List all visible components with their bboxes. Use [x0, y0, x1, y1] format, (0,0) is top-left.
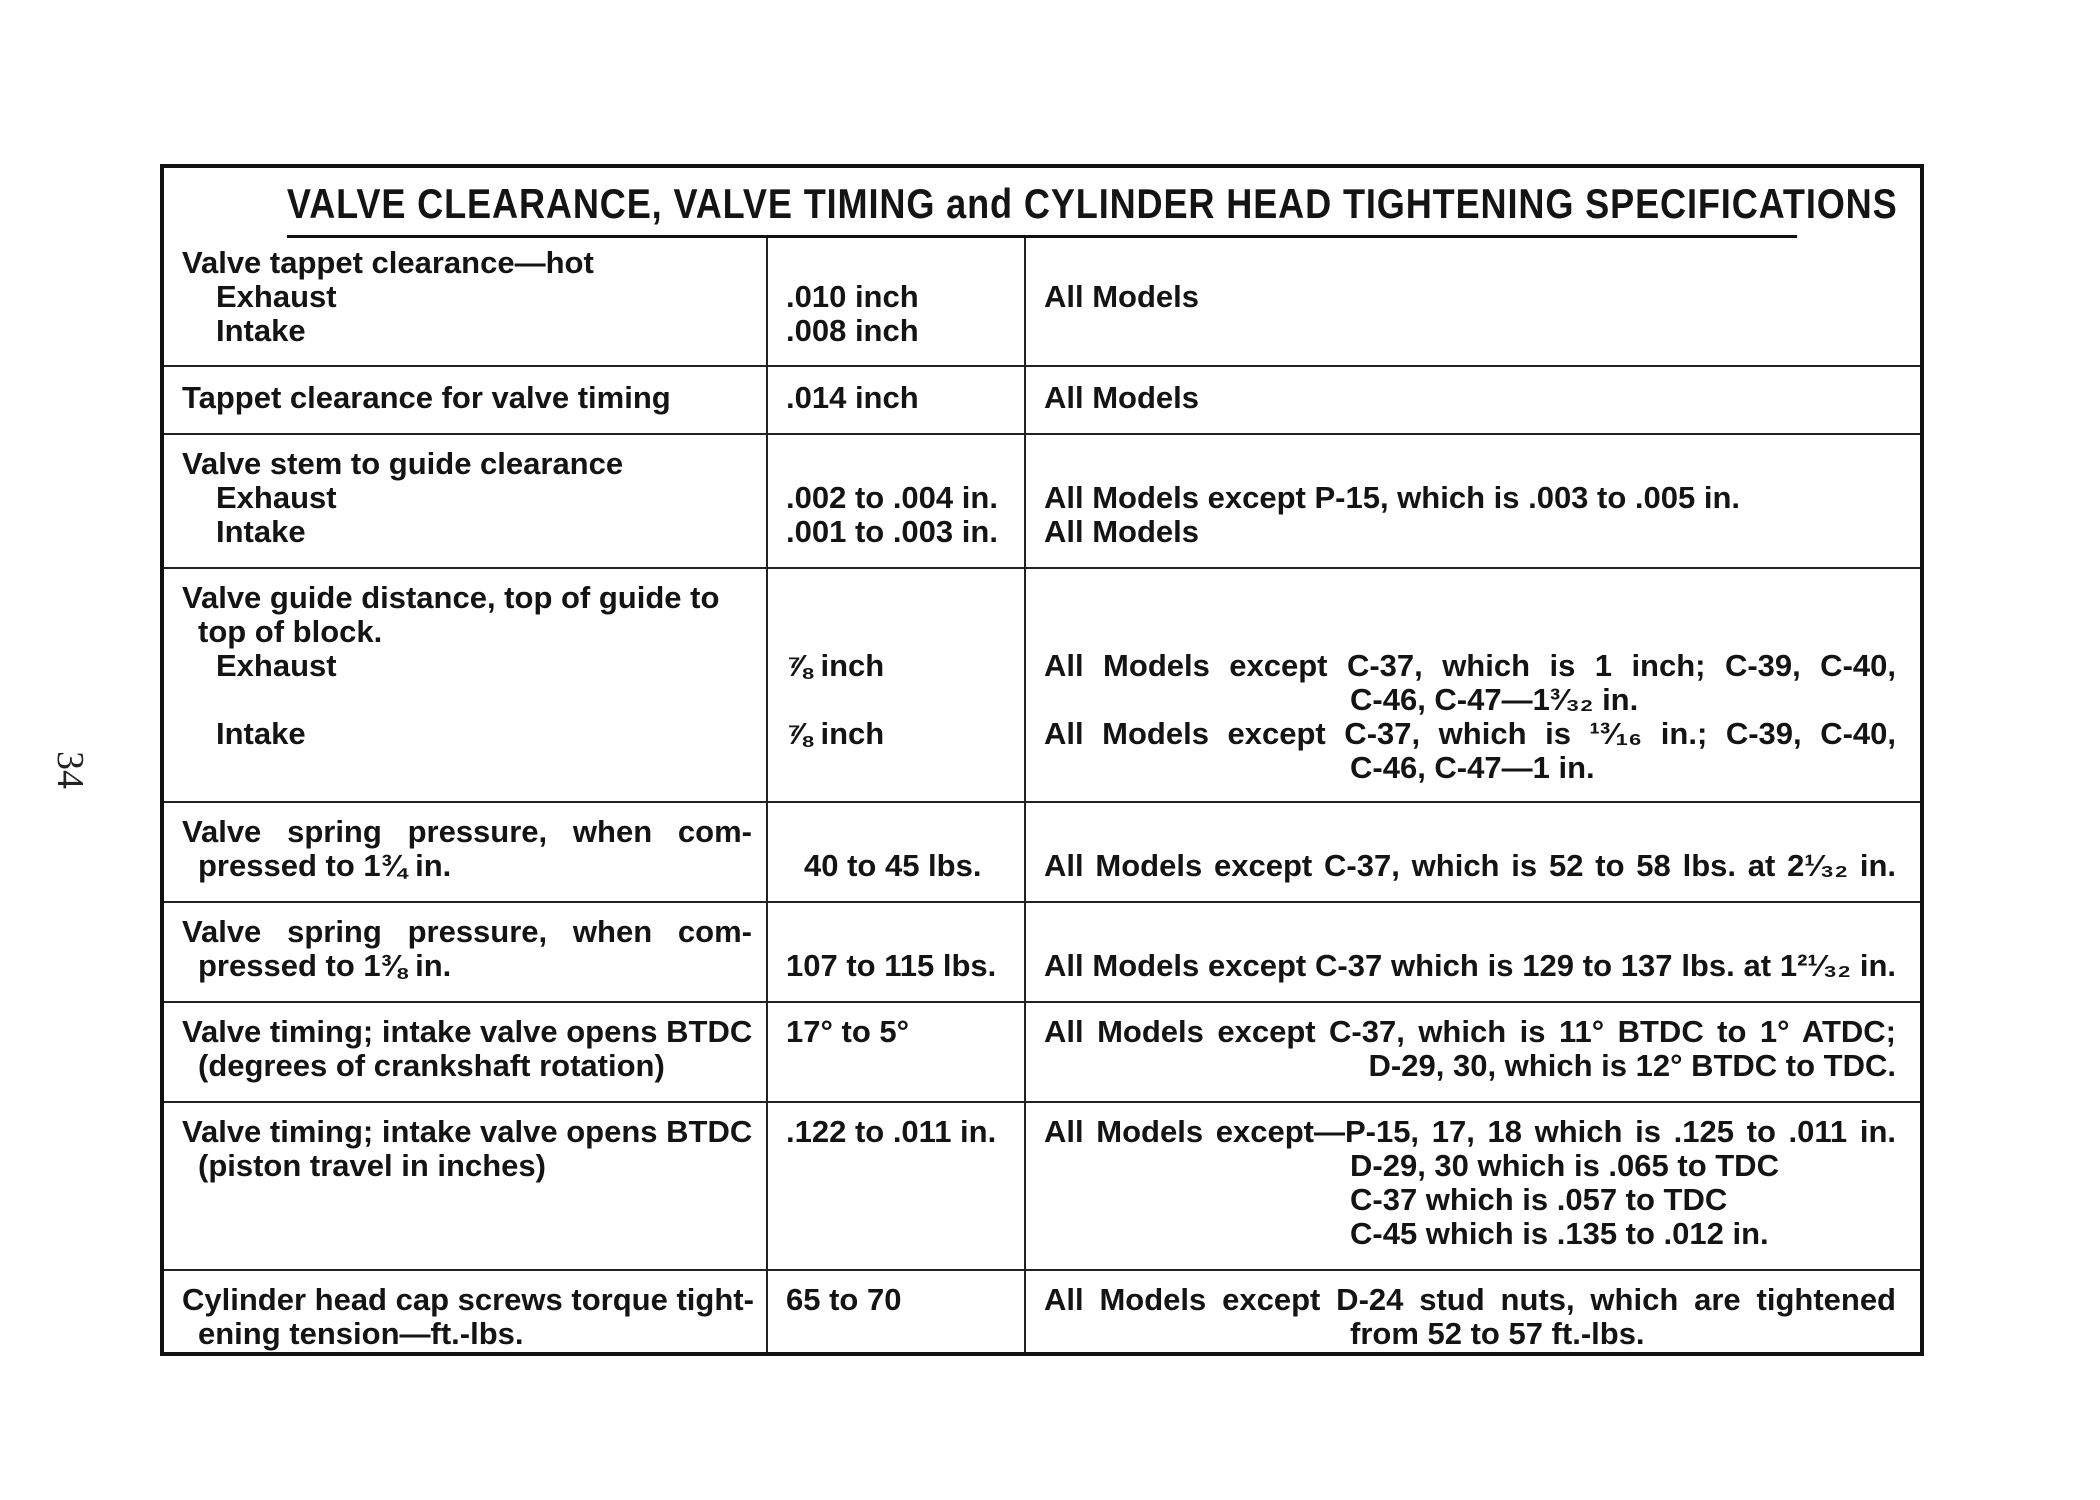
spec-line: Valve tappet clearance—hot — [182, 245, 594, 280]
spec-line: Intake — [216, 514, 306, 549]
spec-cell — [182, 238, 752, 365]
value-line: ⅞ inch — [786, 648, 885, 683]
value-line: .010 inch — [786, 279, 919, 314]
models-line — [1044, 314, 1896, 348]
models-line — [1044, 815, 1896, 849]
spec-line: Exhaust — [216, 648, 337, 683]
models-line: C-37 which is .057 to TDC — [1350, 1182, 1728, 1217]
value-cell — [786, 1271, 1026, 1356]
models-cell — [1044, 903, 1896, 1001]
value-cell — [786, 367, 1026, 433]
models-cell — [1044, 569, 1896, 801]
spec-cell — [182, 435, 752, 567]
table-row — [164, 903, 1920, 1003]
value-line — [786, 615, 1026, 649]
models-line — [1044, 447, 1896, 481]
models-line: All Models except C-37, which is 1 inch; C-39, C-40, — [1044, 648, 1896, 683]
models-line: C-46, C-47—1³⁄₃₂ in. — [1350, 682, 1639, 717]
table-row — [164, 1103, 1920, 1271]
spec-line: pressed to 1⅜ in. — [198, 948, 452, 983]
value-line — [786, 915, 1026, 949]
spec-line: Intake — [216, 313, 306, 348]
value-line: .001 to .003 in. — [786, 514, 998, 549]
spec-line: (piston travel in inches) — [198, 1148, 546, 1183]
models-line: All Models except—P-15, 17, 18 which is .125 to .011 in. — [1044, 1114, 1896, 1149]
models-line: from 52 to 57 ft.-lbs. — [1350, 1316, 1645, 1351]
models-cell — [1044, 1003, 1896, 1101]
spec-cell — [182, 803, 752, 901]
value-line: .008 inch — [786, 313, 919, 348]
table-row — [164, 569, 1920, 803]
spec-line: Valve stem to guide clearance — [182, 446, 624, 481]
spec-line: pressed to 1¾ in. — [198, 848, 452, 883]
value-cell — [786, 238, 1026, 365]
spec-line: top of block. — [198, 614, 383, 649]
spec-line: Intake — [216, 716, 306, 751]
models-line: All Models except P-15, which is .003 to .005 in. — [1044, 480, 1741, 515]
page-number: 34 — [49, 751, 91, 789]
spec-line: Valve timing; intake valve opens BTDC — [182, 1014, 753, 1049]
spec-line: Tappet clearance for valve timing — [182, 380, 671, 415]
table-row — [164, 1003, 1920, 1103]
models-line — [1044, 246, 1896, 280]
models-line: D-29, 30, which is 12° BTDC to TDC. — [1368, 1048, 1896, 1083]
value-line: 65 to 70 — [786, 1282, 902, 1317]
spec-line — [182, 683, 752, 717]
value-line — [786, 581, 1026, 615]
models-line: C-45 which is .135 to .012 in. — [1350, 1216, 1769, 1251]
spec-line: Exhaust — [216, 480, 337, 515]
models-cell — [1044, 803, 1896, 901]
spec-table — [160, 164, 1924, 1356]
models-line: All Models except C-37 which is 129 to 137 lbs. at 1²¹⁄₃₂ in. — [1044, 948, 1896, 983]
spec-cell — [182, 903, 752, 1001]
models-line: All Models except C-37, which is 52 to 58 lbs. at 2¹⁄₃₂ in. — [1044, 848, 1896, 883]
value-cell — [786, 569, 1026, 801]
models-cell — [1044, 1103, 1896, 1269]
spec-line: Cylinder head cap screws torque tight- — [182, 1282, 754, 1317]
table-row — [164, 238, 1920, 367]
models-line — [1044, 615, 1896, 649]
models-cell — [1044, 367, 1896, 433]
value-line: .122 to .011 in. — [786, 1114, 997, 1149]
spec-cell — [182, 1103, 752, 1269]
value-cell — [786, 903, 1026, 1001]
value-cell — [786, 803, 1026, 901]
models-line: D-29, 30 which is .065 to TDC — [1350, 1148, 1779, 1183]
models-line: All Models except D-24 stud nuts, which are tightened — [1044, 1282, 1896, 1317]
value-line: 107 to 115 lbs. — [786, 948, 997, 983]
value-line — [804, 815, 1026, 849]
spec-cell — [182, 367, 752, 433]
models-line: All Models — [1044, 514, 1200, 549]
value-line: 40 to 45 lbs. — [804, 848, 982, 883]
models-cell — [1044, 1271, 1896, 1356]
table-row — [164, 367, 1920, 435]
spec-line: Valve guide distance, top of guide to — [182, 580, 720, 615]
table-row — [164, 803, 1920, 903]
spec-cell — [182, 1271, 752, 1356]
models-line — [1044, 581, 1896, 615]
value-line — [786, 447, 1026, 481]
value-cell — [786, 1103, 1026, 1269]
table-row — [164, 1271, 1920, 1356]
value-line: .014 inch — [786, 380, 919, 415]
value-line: .002 to .004 in. — [786, 480, 998, 515]
models-line: All Models except C-37, which is 11° BTDC to 1° ATDC; — [1044, 1014, 1896, 1049]
models-cell — [1044, 238, 1896, 365]
models-cell — [1044, 435, 1896, 567]
models-line: All Models except C-37, which is ¹³⁄₁₆ in.; C-39, C-40, — [1044, 716, 1896, 751]
models-line: All Models — [1044, 279, 1200, 314]
spec-line: Valve spring pressure, when com- — [182, 814, 752, 849]
value-line — [786, 246, 1026, 280]
models-line — [1044, 915, 1896, 949]
models-line: C-46, C-47—1 in. — [1350, 750, 1595, 785]
models-line: All Models — [1044, 380, 1200, 415]
spec-line: Valve spring pressure, when com- — [182, 914, 752, 949]
value-cell — [786, 1003, 1026, 1101]
table-row — [164, 435, 1920, 569]
spec-line: ening tension—ft.-lbs. — [198, 1316, 524, 1351]
value-line: 17° to 5° — [786, 1014, 910, 1049]
spec-cell — [182, 1003, 752, 1101]
spec-line: (degrees of crankshaft rotation) — [198, 1048, 665, 1083]
table-title: VALVE CLEARANCE, VALVE TIMING and CYLINDER HEAD TIGHTENING SPECIFICATIONS — [287, 168, 1797, 238]
value-line — [786, 683, 1026, 717]
spec-cell — [182, 569, 752, 801]
value-line: ⅞ inch — [786, 716, 885, 751]
spec-line: Valve timing; intake valve opens BTDC — [182, 1114, 753, 1149]
value-cell — [786, 435, 1026, 567]
spec-line: Exhaust — [216, 279, 337, 314]
